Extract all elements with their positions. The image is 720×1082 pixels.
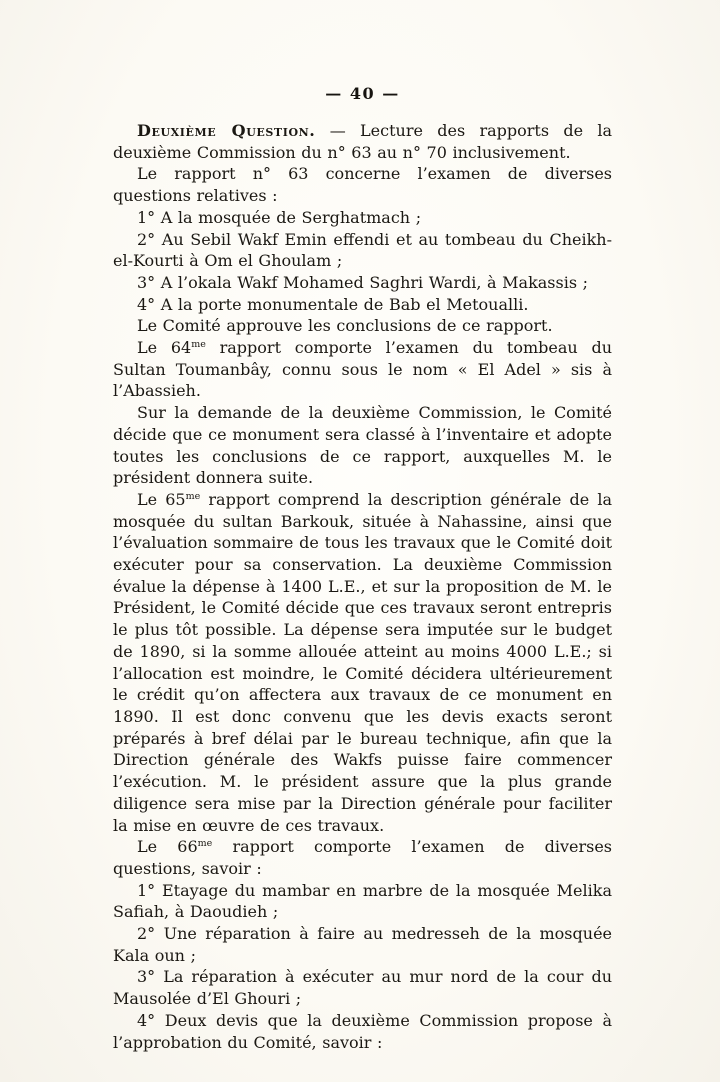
paragraph-rapport-66	[113, 836, 612, 879]
paragraph-text: rapport comporte l’examen de diverses questions, savoir :	[113, 837, 612, 878]
paragraph-text: rapport comporte l’examen du tombeau du Sultan Toumanbây, connu sous le nom « El Adel » sis à l’Abassieh.	[113, 338, 612, 401]
list-item-3: 3° A l’okala Wakf Mohamed Saghri Wardi, à Makassis ;	[137, 272, 589, 292]
list-item-66-1: 1° Etayage du mambar en marbre de la mosquée Melika Safiah, à Daoudieh ;	[113, 880, 612, 922]
page-number: — 40 —	[325, 84, 400, 103]
paragraph-text: Le 66	[137, 837, 198, 857]
text-block	[113, 84, 612, 1053]
paragraph-rapport-63: Le rapport n° 63 concerne l’examen de diverses questions relatives :	[113, 164, 612, 206]
paragraph-text: — Lecture des rapports de la deuxième Commission du n° 63 au n° 70 inclusivement.	[113, 121, 612, 162]
paragraph-sur-la-demande: Sur la demande de la deuxième Commission, le Comité décide que ce monument sera classé à l’inventaire et adopte toutes les conclusions de ce rapport, auxquelles M. le président donnera suite.	[113, 403, 612, 488]
ordinal-superscript: me	[191, 339, 206, 351]
ordinal-superscript: me	[197, 838, 213, 850]
question-heading: Deuxième Question.	[137, 121, 316, 140]
paragraph-text: Le 64	[137, 338, 192, 358]
paragraph-text: Le 65	[137, 489, 186, 509]
ordinal-superscript: me	[185, 490, 201, 502]
paragraph-deuxieme-question	[113, 120, 612, 163]
list-item-66-2: 2° Une réparation à faire au medresseh de la mosquée Kala oun ;	[113, 924, 612, 965]
list-item-1: 1° A la mosquée de Serghatmach ;	[137, 207, 422, 227]
list-item-2: 2° Au Sebil Wakf Emin effendi et au tombeau du Cheikh-el-Kourti à Om el Ghoulam ;	[113, 229, 612, 271]
paragraph-rapport-65	[113, 489, 612, 836]
paragraph-rapport-64	[113, 337, 612, 402]
paragraph-text: rapport comprend la description générale de la mosquée du sultan Barkouk, située à Nahassine, ainsi que l’évaluation sommaire de tous les travaux que le Comité doit exécuter pour sa conservation. La deuxième Commission évalue la dépense à 1400 L.E., et sur la proposition de M. le Président, le Comité décide que ces travaux seront entrepris le plus tôt possible. La dépense sera imputée sur le budget de 1890, si la somme allouée atteint au moins 4000 L.E.; si l’allocation est moindre, le Comité décidera ultérieurement le crédit qu’on affectera aux travaux de ce monument en 1890. Il est donc convenu que les devis exacts seront préparés à bref délai par le bureau technique, afin que la Direction générale des Wakfs puisse faire commencer l’exécution. M. le président assure que la plus grande diligence sera mise par la Direction générale pour faciliter la mise en œuvre de ces travaux.	[113, 489, 612, 835]
list-item-66-4: 4° Deux devis que la deuxième Commission propose à l’approbation du Comité, savoir :	[113, 1010, 612, 1052]
list-item-4: 4° A la porte monumentale de Bab el Metoualli.	[137, 294, 529, 314]
list-item-66-3: 3° La réparation à exécuter au mur nord de la cour du Mausolée d’El Ghouri ;	[113, 967, 612, 1009]
paragraph-comite-approuve: Le Comité approuve les conclusions de ce rapport.	[137, 316, 553, 336]
